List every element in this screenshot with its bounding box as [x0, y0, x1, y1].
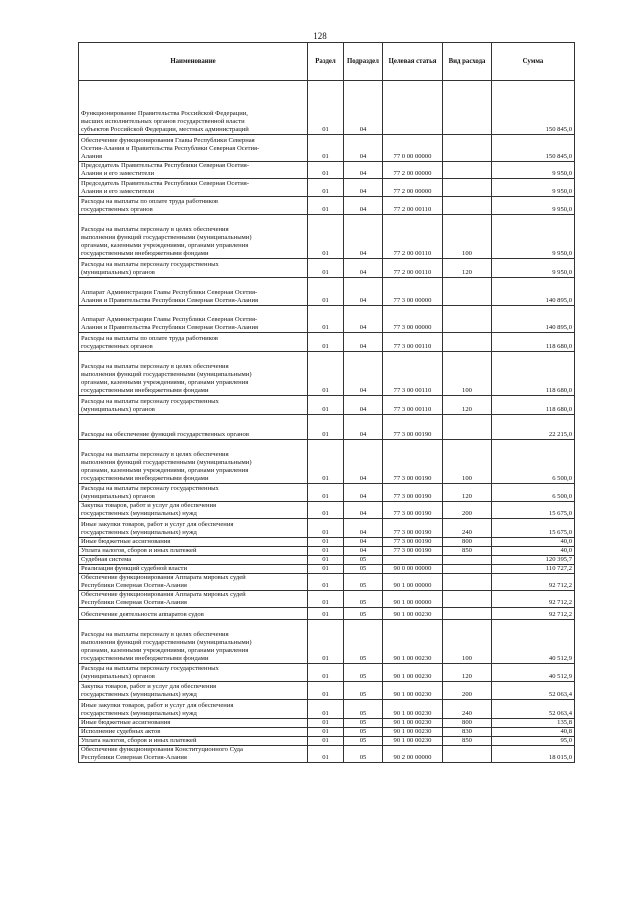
row-razdel: 01 — [308, 538, 344, 547]
table-row — [79, 396, 575, 415]
row-name: Иные закупки товаров, работ и услуг для обеспечения государственных (муниципальных) нужд — [79, 700, 308, 719]
row-podrazdel: 04 — [344, 278, 383, 306]
row-razdel: 01 — [308, 179, 344, 197]
row-summa: 118 680,0 — [492, 352, 575, 396]
table-row — [79, 746, 575, 763]
table-row — [79, 591, 575, 608]
row-razdel: 01 — [308, 700, 344, 719]
row-vid: 100 — [443, 620, 492, 664]
row-vid — [443, 565, 492, 574]
row-name: Расходы на выплаты персоналу государственных (муниципальных) органов — [79, 664, 308, 682]
row-summa: 40 512,9 — [492, 620, 575, 664]
row-summa: 150 845,0 — [492, 135, 575, 162]
row-vid: 200 — [443, 682, 492, 700]
row-summa: 95,0 — [492, 737, 575, 746]
header-name: Наименование — [79, 43, 308, 81]
row-name: Обеспечение функционирования Аппарата мировых судей Республики Северная Осетия-Алания — [79, 574, 308, 591]
row-vid: 120 — [443, 396, 492, 415]
row-summa: 118 680,0 — [492, 333, 575, 352]
row-name: Председатель Правительства Республики Северная Осетия- Алания и его заместители — [79, 179, 308, 197]
row-name: Закупка товаров, работ и услуг для обеспечения государственных (муниципальных) нужд — [79, 682, 308, 700]
table-row — [79, 502, 575, 519]
row-name: Иные бюджетные ассигнования — [79, 719, 308, 728]
row-statya: 77 3 00 00190 — [383, 519, 443, 538]
row-name: Иные закупки товаров, работ и услуг для обеспечения государственных (муниципальных) нужд — [79, 519, 308, 538]
table-row — [79, 547, 575, 556]
row-summa: 9 950,0 — [492, 259, 575, 278]
row-podrazdel: 05 — [344, 664, 383, 682]
row-statya: 77 2 00 00000 — [383, 179, 443, 197]
row-statya — [383, 81, 443, 135]
row-razdel: 01 — [308, 440, 344, 484]
row-summa: 52 063,4 — [492, 700, 575, 719]
row-name: Расходы на выплаты персоналу в целях обеспечения выполнения функций государственными (муниципальными) органами, казенными учреждениями, органами управления государственными внебюджетными фондами — [79, 352, 308, 396]
row-podrazdel: 04 — [344, 197, 383, 215]
row-summa: 92 712,2 — [492, 574, 575, 591]
row-podrazdel: 05 — [344, 620, 383, 664]
row-vid: 850 — [443, 547, 492, 556]
row-statya: 77 2 00 00000 — [383, 162, 443, 179]
table-row — [79, 81, 575, 135]
row-vid — [443, 179, 492, 197]
row-statya: 90 1 00 00230 — [383, 620, 443, 664]
row-summa: 9 950,0 — [492, 215, 575, 259]
row-name: Обеспечение функционирования Конституционного Суда Республики Северная Осетия-Алания — [79, 746, 308, 763]
row-razdel: 01 — [308, 259, 344, 278]
row-name: Расходы на выплаты персоналу государственных (муниципальных) органов — [79, 259, 308, 278]
row-statya: 90 1 00 00230 — [383, 728, 443, 737]
row-podrazdel: 04 — [344, 162, 383, 179]
table-row — [79, 556, 575, 565]
row-vid: 800 — [443, 538, 492, 547]
row-statya: 77 3 00 00190 — [383, 440, 443, 484]
row-podrazdel: 04 — [344, 547, 383, 556]
row-podrazdel: 04 — [344, 440, 383, 484]
row-podrazdel: 05 — [344, 608, 383, 620]
row-summa: 40,0 — [492, 538, 575, 547]
row-name: Иные бюджетные ассигнования — [79, 538, 308, 547]
table-row — [79, 664, 575, 682]
row-podrazdel: 04 — [344, 179, 383, 197]
row-summa: 120 395,7 — [492, 556, 575, 565]
row-razdel: 01 — [308, 719, 344, 728]
row-podrazdel: 05 — [344, 574, 383, 591]
row-razdel: 01 — [308, 352, 344, 396]
row-summa: 9 950,0 — [492, 197, 575, 215]
table-row — [79, 682, 575, 700]
row-summa: 140 895,0 — [492, 306, 575, 333]
row-podrazdel: 04 — [344, 259, 383, 278]
row-statya: 77 0 00 00000 — [383, 135, 443, 162]
row-razdel: 01 — [308, 556, 344, 565]
table-row — [79, 608, 575, 620]
row-razdel: 01 — [308, 396, 344, 415]
row-vid — [443, 162, 492, 179]
row-vid — [443, 278, 492, 306]
row-podrazdel: 04 — [344, 519, 383, 538]
row-statya: 90 1 00 00230 — [383, 664, 443, 682]
row-statya: 77 2 00 00110 — [383, 197, 443, 215]
row-razdel: 01 — [308, 746, 344, 763]
row-statya: 90 1 00 00230 — [383, 608, 443, 620]
table-row — [79, 306, 575, 333]
row-name: Председатель Правительства Республики Северная Осетия- Алания и его заместители — [79, 162, 308, 179]
row-razdel: 01 — [308, 608, 344, 620]
row-vid — [443, 591, 492, 608]
row-razdel: 01 — [308, 197, 344, 215]
row-podrazdel: 04 — [344, 538, 383, 547]
row-vid — [443, 415, 492, 440]
table-row — [79, 197, 575, 215]
row-razdel: 01 — [308, 484, 344, 502]
row-vid — [443, 556, 492, 565]
row-vid — [443, 197, 492, 215]
row-razdel: 01 — [308, 728, 344, 737]
row-razdel: 01 — [308, 278, 344, 306]
row-statya: 77 3 00 00110 — [383, 352, 443, 396]
row-name: Реализация функций судебной власти — [79, 565, 308, 574]
row-statya: 77 3 00 00000 — [383, 306, 443, 333]
table-row — [79, 719, 575, 728]
row-podrazdel: 04 — [344, 333, 383, 352]
row-vid: 240 — [443, 700, 492, 719]
row-statya: 90 1 00 00230 — [383, 737, 443, 746]
row-statya: 77 3 00 00110 — [383, 396, 443, 415]
row-razdel: 01 — [308, 519, 344, 538]
header-statya: Целевая статья — [383, 43, 443, 81]
row-podrazdel: 05 — [344, 591, 383, 608]
row-statya: 90 0 00 00000 — [383, 565, 443, 574]
row-summa: 40,0 — [492, 547, 575, 556]
row-vid — [443, 306, 492, 333]
row-podrazdel: 05 — [344, 728, 383, 737]
row-name: Уплата налогов, сборов и иных платежей — [79, 737, 308, 746]
row-razdel: 01 — [308, 682, 344, 700]
row-vid: 120 — [443, 484, 492, 502]
row-statya — [383, 556, 443, 565]
row-razdel: 01 — [308, 215, 344, 259]
row-statya: 77 3 00 00190 — [383, 484, 443, 502]
row-summa: 15 675,0 — [492, 519, 575, 538]
table-row — [79, 737, 575, 746]
row-name: Расходы на обеспечение функций государственных органов — [79, 415, 308, 440]
row-statya: 77 3 00 00190 — [383, 502, 443, 519]
table-row — [79, 333, 575, 352]
table-row — [79, 440, 575, 484]
table-row — [79, 519, 575, 538]
row-summa: 15 675,0 — [492, 502, 575, 519]
table-row — [79, 162, 575, 179]
row-summa: 40,8 — [492, 728, 575, 737]
table-row — [79, 574, 575, 591]
row-podrazdel: 05 — [344, 737, 383, 746]
row-name: Расходы на выплаты персоналу в целях обеспечения выполнения функций государственными (муниципальными) органами, казенными учреждениями, органами управления государственными внебюджетными фондами — [79, 215, 308, 259]
row-statya: 77 2 00 00110 — [383, 259, 443, 278]
table-row — [79, 565, 575, 574]
row-summa: 9 950,0 — [492, 162, 575, 179]
table-row — [79, 179, 575, 197]
row-vid: 850 — [443, 737, 492, 746]
row-summa: 18 015,0 — [492, 746, 575, 763]
row-summa: 40 512,9 — [492, 664, 575, 682]
row-statya: 90 1 00 00000 — [383, 574, 443, 591]
row-name: Закупка товаров, работ и услуг для обеспечения государственных (муниципальных) нужд — [79, 502, 308, 519]
row-razdel: 01 — [308, 306, 344, 333]
row-razdel: 01 — [308, 664, 344, 682]
table-row — [79, 135, 575, 162]
row-podrazdel: 04 — [344, 396, 383, 415]
row-summa: 52 063,4 — [492, 682, 575, 700]
table-row — [79, 484, 575, 502]
row-vid: 200 — [443, 502, 492, 519]
row-statya: 77 2 00 00110 — [383, 215, 443, 259]
page-number: 128 — [313, 31, 327, 41]
row-statya: 77 3 00 00190 — [383, 415, 443, 440]
row-name: Аппарат Администрации Главы Республики Северная Осетия- Алания и Правительства Республики Северная Осетия-Алания — [79, 306, 308, 333]
row-summa: 6 500,0 — [492, 440, 575, 484]
table-row — [79, 700, 575, 719]
row-statya: 77 3 00 00110 — [383, 333, 443, 352]
row-name: Судебная система — [79, 556, 308, 565]
row-summa: 92 712,2 — [492, 608, 575, 620]
row-razdel: 01 — [308, 574, 344, 591]
row-summa: 110 727,2 — [492, 565, 575, 574]
row-podrazdel: 04 — [344, 81, 383, 135]
row-vid — [443, 746, 492, 763]
row-podrazdel: 04 — [344, 484, 383, 502]
table-row — [79, 259, 575, 278]
row-razdel: 01 — [308, 502, 344, 519]
row-vid: 830 — [443, 728, 492, 737]
row-statya: 77 3 00 00000 — [383, 278, 443, 306]
row-razdel: 01 — [308, 415, 344, 440]
row-statya: 90 2 00 00000 — [383, 746, 443, 763]
row-vid: 120 — [443, 259, 492, 278]
table-row — [79, 215, 575, 259]
row-podrazdel: 05 — [344, 565, 383, 574]
row-razdel: 01 — [308, 547, 344, 556]
row-name: Обеспечение деятельности аппаратов судов — [79, 608, 308, 620]
table-row — [79, 538, 575, 547]
row-vid: 100 — [443, 440, 492, 484]
row-razdel: 01 — [308, 333, 344, 352]
row-name: Расходы на выплаты персоналу в целях обеспечения выполнения функций государственными (муниципальными) органами, казенными учреждениями, органами управления государственными внебюджетными фондами — [79, 620, 308, 664]
row-statya: 90 1 00 00230 — [383, 700, 443, 719]
row-razdel: 01 — [308, 565, 344, 574]
row-statya: 90 1 00 00230 — [383, 682, 443, 700]
row-name: Расходы на выплаты по оплате труда работников государственных органов — [79, 197, 308, 215]
row-name: Уплата налогов, сборов и иных платежей — [79, 547, 308, 556]
row-name: Расходы на выплаты по оплате труда работников государственных органов — [79, 333, 308, 352]
row-statya: 77 3 00 00190 — [383, 538, 443, 547]
row-vid — [443, 574, 492, 591]
table-row — [79, 415, 575, 440]
row-name: Аппарат Администрации Главы Республики Северная Осетия- Алания и Правительства Республики Северная Осетия-Алания — [79, 278, 308, 306]
row-vid — [443, 608, 492, 620]
row-razdel: 01 — [308, 591, 344, 608]
header-summa: Сумма — [492, 43, 575, 81]
row-name: Обеспечение функционирования Главы Республики Северная Осетия-Алания и Правительства Республики Северная Осетия- Алания — [79, 135, 308, 162]
row-summa: 118 680,0 — [492, 396, 575, 415]
row-summa: 22 215,0 — [492, 415, 575, 440]
row-vid: 120 — [443, 664, 492, 682]
row-podrazdel: 04 — [344, 135, 383, 162]
header-vid: Вид расхода — [443, 43, 492, 81]
row-vid: 100 — [443, 352, 492, 396]
row-podrazdel: 04 — [344, 306, 383, 333]
table-header-row — [79, 43, 575, 81]
row-statya: 90 1 00 00000 — [383, 591, 443, 608]
row-summa: 9 950,0 — [492, 179, 575, 197]
row-podrazdel: 05 — [344, 682, 383, 700]
row-podrazdel: 04 — [344, 502, 383, 519]
row-podrazdel: 04 — [344, 415, 383, 440]
table-row — [79, 352, 575, 396]
row-podrazdel: 05 — [344, 556, 383, 565]
row-vid: 800 — [443, 719, 492, 728]
table-row — [79, 728, 575, 737]
row-vid: 100 — [443, 215, 492, 259]
row-vid: 240 — [443, 519, 492, 538]
row-name: Исполнение судебных актов — [79, 728, 308, 737]
row-podrazdel: 04 — [344, 352, 383, 396]
row-summa: 6 500,0 — [492, 484, 575, 502]
row-vid — [443, 333, 492, 352]
row-vid — [443, 81, 492, 135]
header-razdel: Раздел — [308, 43, 344, 81]
budget-table — [78, 42, 575, 763]
table-row — [79, 620, 575, 664]
row-summa: 135,8 — [492, 719, 575, 728]
row-podrazdel: 05 — [344, 700, 383, 719]
row-razdel: 01 — [308, 620, 344, 664]
row-summa: 92 712,2 — [492, 591, 575, 608]
table-row — [79, 278, 575, 306]
row-name: Расходы на выплаты персоналу в целях обеспечения выполнения функций государственными (муниципальными) органами, казенными учреждениями, органами управления государственными внебюджетными фондами — [79, 440, 308, 484]
row-summa: 150 845,0 — [492, 81, 575, 135]
header-podrazdel: Подраздел — [344, 43, 383, 81]
row-razdel: 01 — [308, 135, 344, 162]
row-podrazdel: 05 — [344, 719, 383, 728]
row-razdel: 01 — [308, 737, 344, 746]
row-razdel: 01 — [308, 81, 344, 135]
row-name: Расходы на выплаты персоналу государственных (муниципальных) органов — [79, 484, 308, 502]
row-podrazdel: 04 — [344, 215, 383, 259]
row-statya: 77 3 00 00190 — [383, 547, 443, 556]
row-name: Расходы на выплаты персоналу государственных (муниципальных) органов — [79, 396, 308, 415]
row-summa: 140 895,0 — [492, 278, 575, 306]
row-name: Функционирование Правительства Российской Федерации, высших исполнительных органов государственной власти субъектов Российской Федерации, местных администраций — [79, 81, 308, 135]
row-statya: 90 1 00 00230 — [383, 719, 443, 728]
row-podrazdel: 05 — [344, 746, 383, 763]
row-name: Обеспечение функционирования Аппарата мировых судей Республики Северная Осетия-Алания — [79, 591, 308, 608]
row-razdel: 01 — [308, 162, 344, 179]
row-vid — [443, 135, 492, 162]
